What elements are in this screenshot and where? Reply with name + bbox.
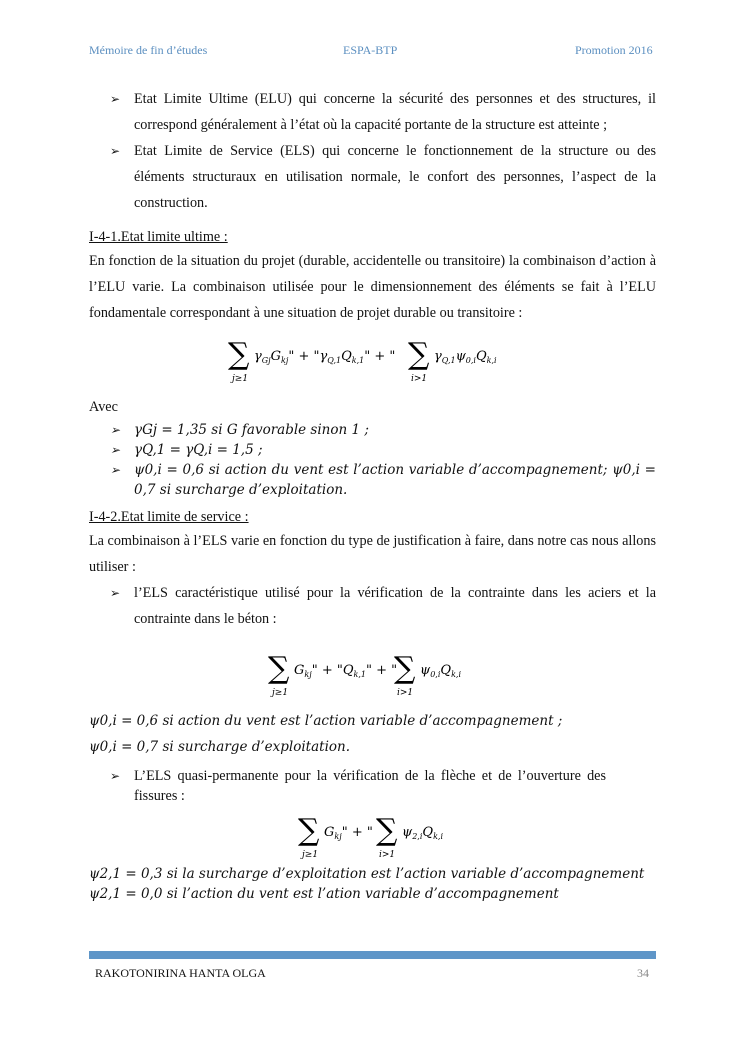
- svg-text:Gkj" + "Qk,1" + ": $G_{kj}$" + "$Q_{k,1}$" + ": [293, 663, 397, 679]
- svg-text:γQ,1ψ0,iQk,i: $\gamma_{Q,1}\psi_{0,i}Q_{k,i}$: [433, 349, 497, 365]
- svg-text:∑: ∑: [375, 813, 397, 848]
- condition-gamma-g: ➢ γGj = 1,35 si G favorable sinon 1 ;: [89, 420, 656, 440]
- equation-elu: [89, 336, 656, 384]
- paragraph-elu: En fonction de la situation du projet (durable, accidentelle ou transitoire) la combinaison d’action à l’ELU varie. La combinaison utilisée pour le dimensionnement des éléments se fait à l’ELU fondamentale correspondant à une situation de projet durable ou transitoire :: [89, 253, 656, 321]
- svg-text:j≥1: j≥1: [231, 374, 248, 384]
- equation-els-car-graphic: [268, 650, 478, 698]
- bullet-els-caracteristique: ➢ l’ELS caractéristique utilisé pour la vérification de la contrainte dans les aciers et la contrainte dans le béton :: [89, 580, 656, 632]
- svg-text:j≥1: j≥1: [301, 850, 318, 860]
- svg-text:∑: ∑: [297, 813, 319, 848]
- svg-text:i>1: i>1: [396, 688, 413, 698]
- paragraph-els: La combinaison à l’ELS varie en fonction du type de justification à faire, dans notre cas nous allons utiliser :: [89, 533, 656, 575]
- equation-els-car: [89, 650, 656, 698]
- svg-text:ψ0,iQk,i: $\psi_{0,i}Q_{k,i}$: [419, 663, 461, 679]
- equation-els-quasi: [89, 812, 656, 860]
- svg-text:Gkj" + ": $G_{kj}$" + ": [323, 825, 373, 841]
- psi2-line-surcharge: ψ2,1 = 0,3 si la surcharge d’exploitation est l’action variable d’accompagnement: [89, 866, 645, 882]
- svg-text:∑: ∑: [407, 337, 429, 372]
- header-center: ESPA-BTP: [343, 43, 398, 57]
- header-left: Mémoire de fin d’études: [89, 43, 208, 57]
- svg-text:i>1: i>1: [410, 374, 427, 384]
- bullet-els-quasi: ➢ L’ELS quasi-permanente pour la vérification de la flèche et de l’ouverture des fissures :: [89, 766, 656, 806]
- bullet-elu: ➢ Etat Limite Ultime (ELU) qui concerne la sécurité des personnes et des structures, il correspond généralement à l’état où la capacité portante de la structure est atteinte ;: [89, 86, 656, 138]
- svg-text:γGjGkj" + "γQ,1Qk,1" + ": $\gamma_{Gj}G_{kj}$" + "$\gamma_{Q,1}Q_{k,1}$" + ": [253, 349, 395, 365]
- page-number: 34: [637, 966, 649, 980]
- psi-line-vent: ψ0,i = 0,6 si action du vent est l’action variable d’accompagnement ;: [89, 713, 563, 729]
- bullet-els: ➢ Etat Limite de Service (ELS) qui concerne le fonctionnement de la structure ou des éléments structuraux en utilisation normale, le confort des personnes, l’aspect de la construction.: [89, 138, 656, 216]
- avec-label: Avec: [89, 399, 118, 415]
- header-right: Promotion 2016: [575, 43, 653, 57]
- svg-text:∑: ∑: [227, 337, 249, 372]
- svg-text:ψ2,iQk,i: $\psi_{2,i}Q_{k,i}$: [401, 825, 443, 841]
- equation-elu-graphic: [228, 336, 518, 384]
- footer-author: RAKOTONIRINA HANTA OLGA: [95, 966, 266, 980]
- svg-text:j≥1: j≥1: [271, 688, 288, 698]
- page-body: [89, 86, 656, 904]
- footer-divider: [89, 951, 656, 959]
- psi2-line-vent: ψ2,1 = 0,0 si l’action du vent est l’ation variable d’accompagnement: [89, 886, 559, 902]
- svg-text:∑: ∑: [393, 651, 415, 686]
- heading-els: I-4-2.Etat limite de service :: [89, 509, 249, 525]
- svg-text:i>1: i>1: [378, 850, 395, 860]
- svg-text:∑: ∑: [267, 651, 289, 686]
- equation-els-quasi-graphic: [298, 812, 448, 860]
- condition-gamma-q: ➢ γQ,1 = γQ,i = 1,5 ;: [89, 440, 656, 460]
- heading-elu: I-4-1.Etat limite ultime :: [89, 229, 228, 245]
- psi-line-surcharge: ψ0,i = 0,7 si surcharge d’exploitation.: [89, 739, 351, 755]
- condition-psi: ➢ ψ0,i = 0,6 si action du vent est l’action variable d’accompagnement; ψ0,i = 0,7 si surcharge d’exploitation.: [89, 460, 656, 500]
